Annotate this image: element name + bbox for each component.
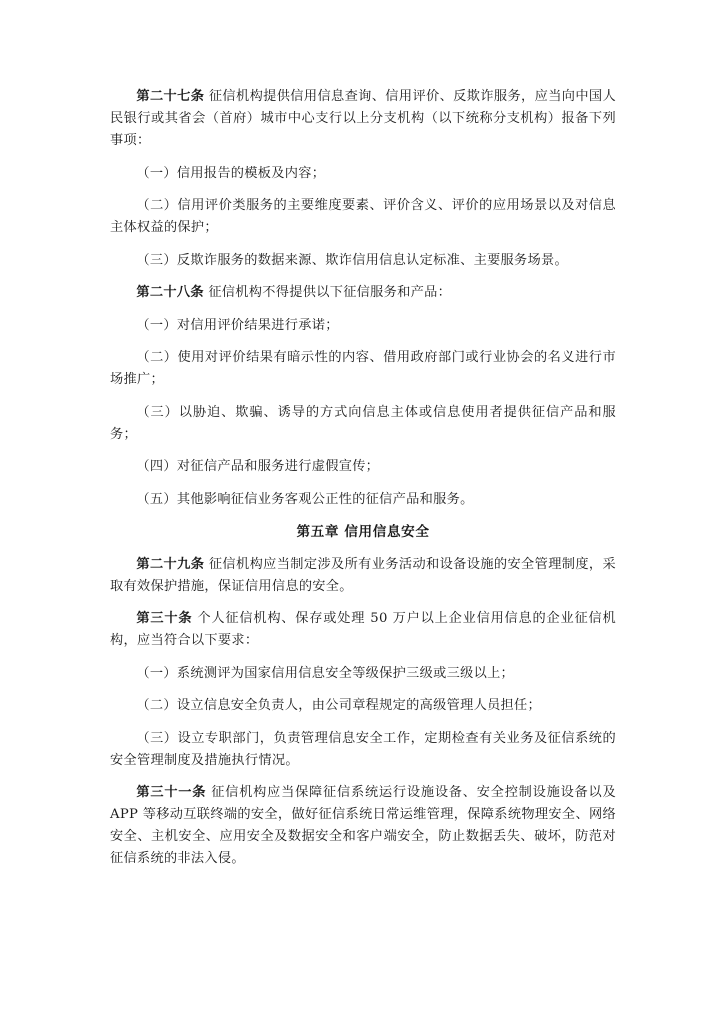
- article-30-text: 个人征信机构、保存或处理 50 万户以上企业信用信息的企业征信机构，应当符合以下要求：: [110, 611, 616, 648]
- document-page: [110, 86, 616, 881]
- article-27: [110, 86, 616, 152]
- article-27-text: 征信机构提供信用信息查询、信用评价、反欺诈服务，应当向中国人民银行或其省会（首府）城市中心支行以上分支机构（以下统称分支机构）报备下列事项：: [110, 89, 616, 148]
- article-28-item-3: （三）以胁迫、欺骗、诱导的方式向信息主体或信息使用者提供征信产品和服务；: [110, 404, 616, 442]
- article-28-item-1: （一）对信用评价结果进行承诺；: [136, 317, 339, 333]
- article-28: [110, 282, 616, 304]
- article-27-item-2: （二）信用评价类服务的主要维度要素、评价含义、评价的应用场景以及对信息主体权益的保护；: [110, 198, 616, 235]
- article-30: [110, 608, 616, 652]
- article-31-label: 第三十一条: [136, 785, 207, 800]
- article-27-label: 第二十七条: [136, 89, 205, 104]
- article-30-item-2: （二）设立信息安全负责人，由公司章程规定的高级管理人员担任；: [136, 698, 542, 713]
- article-30-label: 第三十条: [136, 611, 193, 626]
- article-29-label: 第二十九条: [136, 556, 205, 572]
- article-30-item-3: （三）设立专职部门，负责管理信息安全工作，定期检查有关业务及征信系统的安全管理制度及措施执行情况。: [110, 730, 616, 768]
- article-29: [110, 554, 616, 598]
- article-31-text: 征信机构应当保障征信系统运行设施设备、安全控制设施设备以及 APP 等移动互联终端的安全，做好征信系统日常运维管理，保障系统物理安全、网络安全、主机安全、应用安全及数据安全和客户端安全，防止数据丢失、破坏，防范对征信系统的非法入侵。: [110, 785, 616, 866]
- chapter-5-heading: 第五章 信用信息安全: [296, 524, 430, 540]
- article-30-item-1: （一）系统测评为国家信用信息安全等级保护三级或三级以上；: [136, 665, 515, 681]
- article-28-item-2: （二）使用对评价结果有暗示性的内容、借用政府部门或行业协会的名义进行市场推广；: [110, 350, 616, 387]
- article-28-text: 征信机构不得提供以下征信服务和产品：: [203, 285, 452, 300]
- article-28-item-5: （五）其他影响征信业务客观公正性的征信产品和服务。: [136, 491, 474, 507]
- article-28-item-4: （四）对征信产品和服务进行虚假宣传；: [136, 459, 380, 474]
- article-31: [110, 782, 616, 870]
- article-29-text: 征信机构应当制定涉及所有业务活动和设备设施的安全管理制度，采取有效保护措施，保证信用信息的安全。: [110, 556, 616, 594]
- article-27-item-3: （三）反欺诈服务的数据来源、欺诈信用信息认定标准、主要服务场景。: [136, 252, 568, 268]
- article-27-item-1: （一）信用报告的模板及内容；: [136, 165, 326, 181]
- article-28-label: 第二十八条: [136, 285, 204, 300]
